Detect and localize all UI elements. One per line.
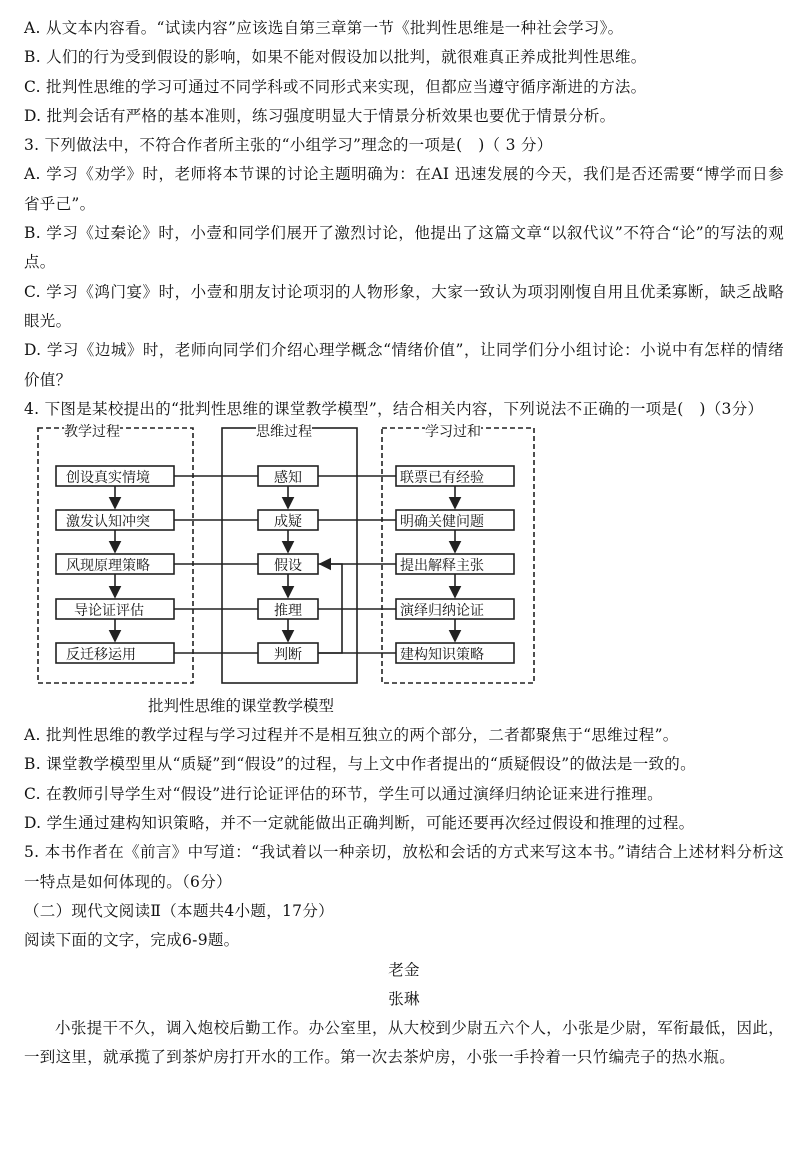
thinking-step: 判断 bbox=[274, 647, 302, 664]
q3-option-c: C. 学习《鸿门宴》时，小壹和朋友讨论项羽的人物形象，大家一致认为项羽刚愎自用且优柔寡断，缺乏战略眼光。 bbox=[24, 282, 784, 330]
teaching-step: 激发认知冲突 bbox=[66, 514, 150, 531]
q3-option-a: A. 学习《劝学》时，老师将本节课的讨论主题明确为：在AI 迅速发展的今天，我们是否还需要“博学而日参省乎己”。 bbox=[24, 165, 784, 213]
story-title: 老金 bbox=[388, 960, 420, 979]
teaching-column-title: 教学过程 bbox=[64, 421, 120, 441]
teaching-model-diagram bbox=[30, 424, 590, 694]
story-author: 张琳 bbox=[388, 989, 420, 1008]
q4-stem: 4. 下图是某校提出的“批判性思维的课堂教学模型”，结合相关内容，下列说法不正确的一项是( )（3分） bbox=[24, 399, 764, 418]
q5-stem: 5. 本书作者在《前言》中写道：“我试着以一种亲切，放松和会话的方式来写这本书。”请结合上述材料分析这一特点是如何体现的。（6分） bbox=[24, 843, 784, 891]
q4-option-b: B. 课堂教学模型里从“质疑”到“假设”的过程，与上文中作者提出的“质疑假设”的做法是一致的。 bbox=[24, 755, 696, 774]
q3-stem: 3. 下列做法中，不符合作者所主张的“小组学习”理念的一项是( )（ 3 分） bbox=[24, 136, 553, 155]
teaching-step: 反迁移运用 bbox=[66, 647, 136, 664]
q4-option-a: A. 批判性思维的教学过程与学习过程并不是相互独立的两个部分，二者都聚焦于“思维过程”。 bbox=[24, 726, 679, 745]
exam-page bbox=[24, 14, 784, 1073]
learning-step: 演绎归纳论证 bbox=[400, 603, 484, 620]
thinking-step: 感知 bbox=[274, 470, 302, 487]
teaching-step: 导论证评估 bbox=[74, 603, 144, 620]
q3-option-b: B. 学习《过秦论》时，小壹和同学们展开了激烈讨论，他提出了这篇文章“以叙代议”不符合“论”的写法的观点。 bbox=[24, 224, 784, 272]
learning-step: 建构知识策略 bbox=[400, 647, 484, 664]
q2-option-a: A. 从文本内容看。“试读内容”应该选自第三章第一节《批判性思维是一种社会学习》。 bbox=[24, 19, 624, 37]
teaching-step: 风现原理策略 bbox=[66, 558, 150, 575]
section-heading: （二）现代文阅读Ⅱ（本题共4小题，17分） bbox=[24, 901, 334, 920]
learning-step: 明确关健问题 bbox=[400, 514, 484, 531]
q4-option-c: C. 在教师引导学生对“假设”进行论证评估的环节，学生可以通过演绎归纳论证来进行推理。 bbox=[24, 784, 663, 803]
thinking-step: 成疑 bbox=[274, 514, 302, 531]
q2-option-b: B. 人们的行为受到假设的影响，如果不能对假设加以批判，就很难真正养成批判性思维。 bbox=[24, 48, 647, 67]
q3-option-d: D. 学习《边城》时，老师向同学们介绍心理学概念“情绪价值”，让同学们分小组讨论：小说中有怎样的情绪价值？ bbox=[24, 341, 784, 389]
learning-step: 联票已有经验 bbox=[400, 470, 484, 487]
teaching-step: 创设真实情境 bbox=[66, 470, 150, 487]
learning-column-title: 学习过和 bbox=[425, 421, 481, 441]
learning-step: 提出解释主张 bbox=[400, 558, 484, 575]
thinking-step: 推理 bbox=[274, 603, 302, 620]
q2-option-d: D. 批判会话有严格的基本准则，练习强度明显大于情景分析效果也要优于情景分析。 bbox=[24, 106, 616, 125]
diagram-caption: 批判性思维的课堂教学模型 bbox=[148, 697, 335, 716]
q2-option-c: C. 批判性思维的学习可通过不同学科或不同形式来实现，但都应当遵守循序渐进的方法。 bbox=[24, 77, 647, 96]
q4-option-d: D. 学生通过建构知识策略，并不一定就能做出正确判断，可能还要再次经过假设和推理的过程。 bbox=[24, 814, 695, 833]
thinking-column-title: 思维过程 bbox=[256, 421, 312, 441]
thinking-step: 假设 bbox=[274, 558, 302, 575]
story-paragraph: 小张提干不久，调入炮校后勤工作。办公室里，从大校到少尉五六个人，小张是少尉，军衔最低，因此，一到这里，就承揽了到茶炉房打开水的工作。第一次去茶炉房，小张一手拎着一只竹编壳子的热水瓶。 bbox=[24, 1019, 784, 1067]
reading-instruction: 阅读下面的文字，完成6-9题。 bbox=[24, 931, 240, 950]
